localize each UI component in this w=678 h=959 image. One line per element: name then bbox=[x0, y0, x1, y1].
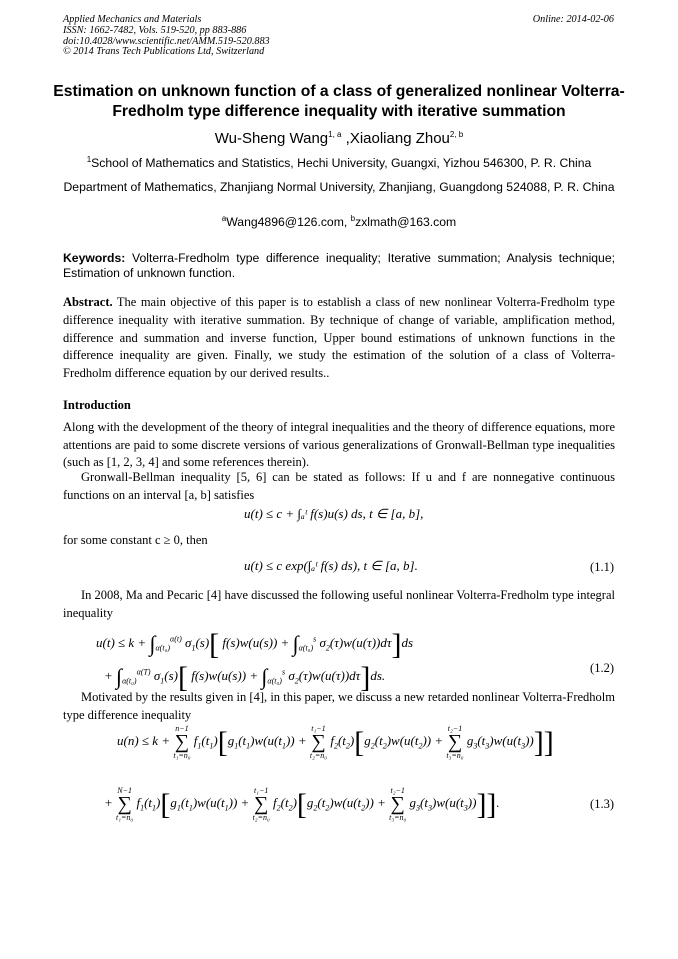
summation-symbol: n−1 ∑ t₁=n₀ bbox=[173, 724, 191, 760]
affiliation-2: Department of Mathematics, Zhanjiang Normal University, Zhanjiang, Guangdong 524088, P. R. China bbox=[63, 180, 615, 194]
email-a: Wang4896@126.com, bbox=[226, 215, 351, 229]
email-a-sup: a bbox=[221, 213, 227, 223]
equation-1-2-line-1: $u(t) \le k + \int_{\alpha(t_0)}^{\alpha(t)}$ $\sigma_1(s)$[ $f(s)w(u(s)) + \int_{\alpha(t_0)}^s$ $\sigma_2(\tau)w(u(\tau))d\tau]ds$ bbox=[96, 628, 414, 661]
equation-number-1-1: (1.1) bbox=[590, 560, 614, 574]
affiliation-1 bbox=[63, 155, 615, 171]
section-heading: Introduction bbox=[63, 398, 131, 412]
intro-paragraph-1: Along with the development of the theory of integral inequalities and the theory of difference equations, more attentions are paid to some discrete versions of various generalizations of Gronwall-Bellman type inequalities (such as [1, 2, 3, 4] and some references therein). bbox=[63, 420, 615, 470]
summation-symbol: t₁−1 ∑ t₂=n₀ bbox=[309, 724, 328, 760]
author-2: Xiaoliang Zhou bbox=[349, 130, 450, 147]
author-emails bbox=[63, 214, 615, 230]
abstract-text: The main objective of this paper is to establish a class of new nonlinear Volterra-Fredholm type difference inequality with iterative summation. By technique of change of variable, amplification method, difference and summation and inverse function, Upper bound estimations of unknown functions in the difference inequality are given. Finally, we study the estimation of the solution of a class of Volterra-Fredholm difference equation by our derived results.. bbox=[63, 295, 615, 381]
copyright-line: © 2014 Trans Tech Publications Ltd, Switzerland bbox=[63, 46, 265, 58]
summation-symbol: N−1 ∑ t₁=n₀ bbox=[116, 786, 134, 822]
summation-symbol: t₁−1 ∑ t₂=n₀ bbox=[252, 786, 270, 822]
doi-line: doi:10.4028/www.scientific.net/AMM.519-520.883 bbox=[63, 35, 270, 47]
equation-number-1-3: (1.3) bbox=[590, 797, 614, 811]
online-date: Online: 2014-02-06 bbox=[532, 14, 614, 25]
email-b-sup: b bbox=[350, 213, 356, 223]
journal-name: Applied Mechanics and Materials bbox=[63, 14, 202, 25]
paper-title: Estimation on unknown function of a class of generalized nonlinear Volterra-Fredholm type difference inequality with iterative summation bbox=[53, 83, 625, 120]
affiliation-1-text: School of Mathematics and Statistics, Hechi University, Guangxi, Yizhou 546300, P. R. China bbox=[91, 156, 592, 170]
equation-1-3-line-1: u(n) ≤ k + n−1 ∑ t₁=n₀ $f_1(t_1)[g_1(t_1)w(u(t_1))$ + t₁−1 ∑ t₂=n₀ $f_2(t_2)[g_2(t_2)w(u(t_2))$ + t₂−1 ∑ t₃=n₀ $g_3(t_3)w(u(t_3))$]] bbox=[117, 724, 554, 760]
equation-number-1-2: (1.2) bbox=[590, 661, 614, 675]
affiliation-1-sup: 1 bbox=[86, 154, 92, 164]
summation-symbol: t₂−1 ∑ t₃=n₀ bbox=[389, 786, 407, 822]
abstract bbox=[63, 294, 615, 383]
keywords-text: Volterra-Fredholm type difference inequality; Iterative summation; Analysis technique; Estimation of unknown function. bbox=[63, 251, 615, 280]
summation-symbol: t₂−1 ∑ t₃=n₀ bbox=[446, 724, 464, 760]
author-1-sup: 1, a bbox=[328, 130, 342, 139]
issn-line: ISSN: 1662-7482, Vols. 519-520, pp 883-886 bbox=[63, 24, 247, 36]
keywords bbox=[63, 251, 615, 280]
author-1: Wu-Sheng Wang bbox=[214, 130, 329, 147]
intro-paragraph-2: Gronwall-Bellman inequality [5, 6] can be stated as follows: If u and f are nonnegative continuous functions on an interval [a, b] satisfies bbox=[63, 470, 615, 502]
intro-paragraph-4: Motivated by the results given in [4], in this paper, we discuss a new retarded nonlinear Volterra-Fredholm type difference inequality bbox=[63, 690, 615, 722]
equation-1-1: u(t) ≤ c exp(∫ₐᵗ f(s) ds), t ∈ [a, b]. bbox=[244, 558, 418, 573]
author-2-sup: 2, b bbox=[449, 130, 464, 139]
author-separator: , bbox=[341, 130, 350, 147]
keywords-label: Keywords: bbox=[63, 251, 126, 265]
intro-paragraph-3: In 2008, Ma and Pecaric [4] have discussed the following useful nonlinear Volterra-Fredholm type integral inequality bbox=[63, 588, 615, 620]
email-b: zxlmath@163.com bbox=[355, 215, 457, 229]
equation-1-2-line-2: + $\int_{\alpha(t_0)}^{\alpha(T)}$ $\sigma_1(s)$[ $f(s)w(u(s)) + \int_{\alpha(t_0)}^s$ $\sigma_2(\tau)w(u(\tau))d\tau]ds$. bbox=[104, 661, 386, 694]
author-list bbox=[40, 130, 638, 147]
equation-1-3-line-2: + N−1 ∑ t₁=n₀ $f_1(t_1)[g_1(t_1)w(u(t_1))$ + t₁−1 ∑ t₂=n₀ $f_2(t_2)[g_2(t_2)w(u(t_2))$ + t₂−1 ∑ t₃=n₀ $g_3(t_3)w(u(t_3))$]]. bbox=[104, 786, 500, 822]
abstract-label: Abstract. bbox=[63, 295, 113, 309]
publication-info bbox=[63, 15, 270, 58]
intro-text-constant: for some constant c ≥ 0, then bbox=[63, 533, 208, 547]
equation-gronwall-hypothesis: u(t) ≤ c + ∫ₐᵗ f(s)u(s) ds, t ∈ [a, b], bbox=[244, 506, 424, 521]
